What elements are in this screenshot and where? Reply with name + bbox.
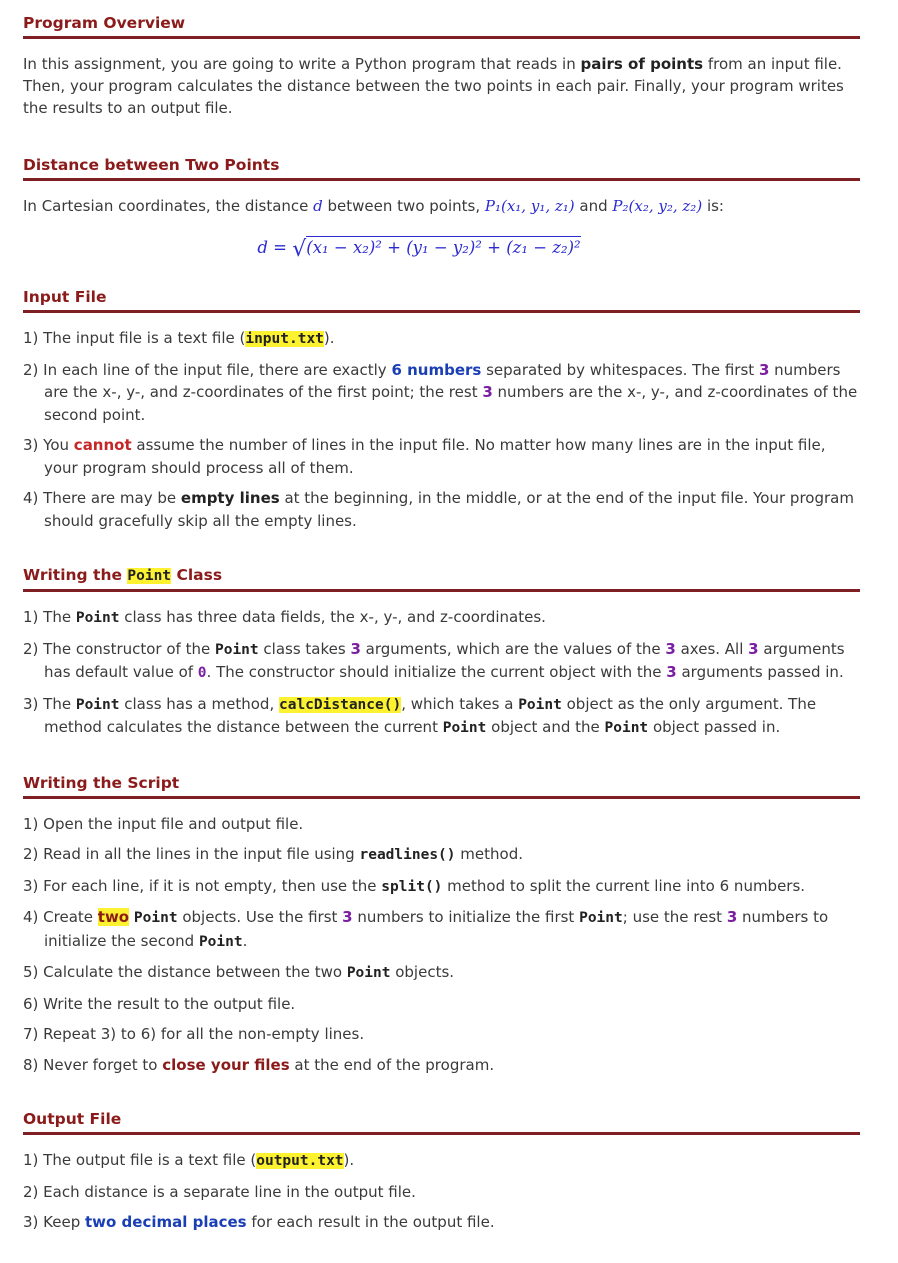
code-point: Point [75, 610, 120, 626]
section-point-class [23, 562, 860, 740]
point-class-list [23, 606, 860, 740]
overview-text-rest: from an input file. Then, your program calculates the distance between the two points in each pair. Finally, your program writes the results to an output file. [23, 55, 844, 117]
filename-input: input.txt [245, 331, 324, 347]
math-point-1: P₁(x₁, y₁, z₁) [484, 197, 575, 215]
item-text: at the end of the program. [289, 1055, 495, 1074]
heading-script: Writing the Script [23, 770, 860, 799]
item-text: arguments, which are the values of the [360, 639, 666, 658]
item-text: 2) Read in all the lines in the input file using [23, 845, 360, 863]
list-item [23, 1054, 860, 1077]
item-text: 2) In each line of the input file, there are exactly [23, 360, 392, 379]
item-text: 1) The input file is a text file ( [23, 329, 246, 347]
item-text: 4) Create [23, 908, 98, 926]
code-point: Point [214, 641, 259, 658]
item-text: method. [455, 845, 523, 863]
number-emphasis: 3 [482, 383, 493, 401]
list-item: 1) Open the input file and output file. [23, 814, 304, 833]
code-point: Point [133, 910, 178, 926]
distance-intro-text-d: is: [702, 197, 724, 215]
item-text: numbers are the x-, y-, and z-coordinates of the first point; the rest [44, 360, 841, 401]
emphasis-two: two [97, 908, 130, 926]
list-item [23, 875, 860, 899]
code-point: Point [604, 720, 649, 736]
heading-output-file: Output File [23, 1106, 860, 1135]
item-text: 3) For each line, if it is not empty, then use the [23, 876, 382, 895]
number-emphasis: 3 [665, 639, 676, 658]
number-emphasis: 3 [758, 360, 770, 379]
code-readlines: readlines() [359, 847, 456, 863]
math-point-2: P₂(x₂, y₂, z₂) [612, 197, 703, 215]
heading-text: Writing the [23, 566, 128, 584]
list-item [23, 1149, 860, 1173]
overview-text: In this assignment, you are going to write a Python program that reads in [23, 55, 581, 73]
number-emphasis: 3 [726, 908, 738, 926]
item-text: class has three data fields, the x-, y-, and z-coordinates. [119, 608, 546, 626]
item-text: . [242, 931, 248, 950]
distance-intro-text: In Cartesian coordinates, the distance [23, 197, 314, 215]
item-text: arguments has default value of [44, 639, 845, 681]
list-item [23, 693, 860, 740]
code-point: Point [346, 965, 391, 981]
emphasis-empty-lines: empty lines [180, 489, 280, 507]
list-item [23, 327, 860, 351]
item-text: 5) Calculate the distance between the two [23, 963, 347, 981]
section-output-file [23, 1106, 860, 1234]
emphasis-two-decimal: two decimal places [85, 1213, 247, 1231]
list-item [23, 906, 860, 953]
emphasis-six-numbers: 6 numbers [391, 360, 482, 379]
list-item [23, 434, 860, 479]
heading-point-class [23, 562, 860, 592]
item-text: objects. [390, 963, 455, 981]
item-text: numbers to initialize the second [44, 908, 829, 950]
item-text: ; use the rest [622, 908, 727, 926]
item-text: separated by whitespaces. The first [481, 360, 759, 379]
code-point: Point [75, 696, 120, 713]
item-text: ). [343, 1151, 355, 1169]
heading-input-file: Input File [23, 284, 860, 313]
input-file-list [23, 327, 860, 532]
list-item: 6) Write the result to the output file. [23, 994, 296, 1013]
distance-formula [23, 237, 860, 262]
output-file-list [23, 1149, 860, 1234]
section-script [23, 770, 860, 1077]
code-calc-distance: calcDistance() [278, 696, 402, 713]
item-text: 2) The constructor of the [23, 639, 215, 658]
emphasis-cannot: cannot [73, 436, 132, 454]
item-text: class takes [258, 639, 351, 658]
heading-distance: Distance between Two Points [23, 152, 860, 181]
emphasis-close-files: close your files [162, 1055, 290, 1074]
math-d: d [313, 197, 323, 215]
heading-code: Point [127, 568, 172, 584]
distance-intro-text-c: and [574, 197, 613, 215]
number-emphasis: 3 [748, 639, 759, 658]
code-point: Point [579, 910, 623, 926]
item-text: 1) The output file is a text file ( [23, 1151, 257, 1169]
item-text: axes. All [675, 639, 749, 658]
formula-lhs: d = [257, 238, 287, 257]
item-text: object and the [486, 718, 605, 736]
section-program-overview [23, 10, 860, 119]
code-split: split() [381, 878, 443, 895]
item-text: , which takes a [401, 694, 519, 713]
item-text: 3) Keep [23, 1213, 85, 1231]
heading-program-overview: Program Overview [23, 10, 860, 39]
heading-text: Class [171, 566, 223, 584]
number-emphasis: 3 [342, 908, 353, 926]
item-text: 8) Never forget to [23, 1055, 163, 1074]
item-text: method to split the current line into 6 numbers. [442, 876, 806, 895]
code-point: Point [518, 696, 562, 713]
item-text: objects. Use the first [177, 908, 343, 926]
section-distance [23, 152, 860, 262]
list-item [23, 961, 860, 985]
item-text: . The constructor should initialize the current object with the [206, 663, 667, 681]
list-item [23, 638, 860, 685]
list-item: 2) Each distance is a separate line in the output file. [23, 1182, 416, 1201]
item-text: object passed in. [648, 718, 781, 736]
overview-paragraph [23, 53, 860, 119]
item-text: assume the number of lines in the input file. No matter how many lines are in the input file, your program should process all of them. [44, 436, 826, 477]
filename-output: output.txt [256, 1153, 344, 1169]
item-text: numbers to initialize the first [352, 908, 580, 926]
section-input-file [23, 284, 860, 532]
overview-emphasis: pairs of points [580, 55, 704, 73]
list-item [23, 843, 860, 867]
item-text: 3) You [23, 436, 74, 454]
script-list [23, 813, 860, 1077]
item-text: arguments passed in. [676, 663, 844, 681]
item-text: ). [323, 329, 335, 347]
formula-radicand: (x₁ − x₂)² + (y₁ − y₂)² + (z₁ − z₂)² [306, 238, 581, 257]
number-emphasis: 3 [666, 663, 677, 681]
item-text: class has a method, [119, 694, 279, 713]
item-text: object as the only argument. The method calculates the distance between the current [44, 694, 817, 736]
code-point: Point [442, 720, 487, 736]
distance-intro [23, 195, 860, 217]
list-item [23, 487, 860, 532]
item-text: 1) The [23, 608, 76, 626]
list-item [23, 1211, 860, 1234]
distance-intro-text-b: between two points, [322, 197, 485, 215]
default-zero: 0 [197, 665, 207, 681]
list-item [23, 359, 860, 427]
item-text: 4) There are may be [23, 489, 181, 507]
sqrt-icon: √ [292, 237, 307, 262]
list-item: 7) Repeat 3) to 6) for all the non-empty lines. [23, 1025, 365, 1043]
list-item [23, 606, 860, 630]
code-point: Point [198, 933, 243, 950]
number-emphasis: 3 [350, 639, 361, 658]
item-text: 3) The [23, 694, 76, 713]
item-text: at the beginning, in the middle, or at the end of the input file. Your program should gracefully skip all the empty lines. [44, 489, 854, 530]
item-text: for each result in the output file. [246, 1213, 495, 1231]
item-text: numbers are the x-, y-, and z-coordinates of the second point. [44, 383, 858, 424]
